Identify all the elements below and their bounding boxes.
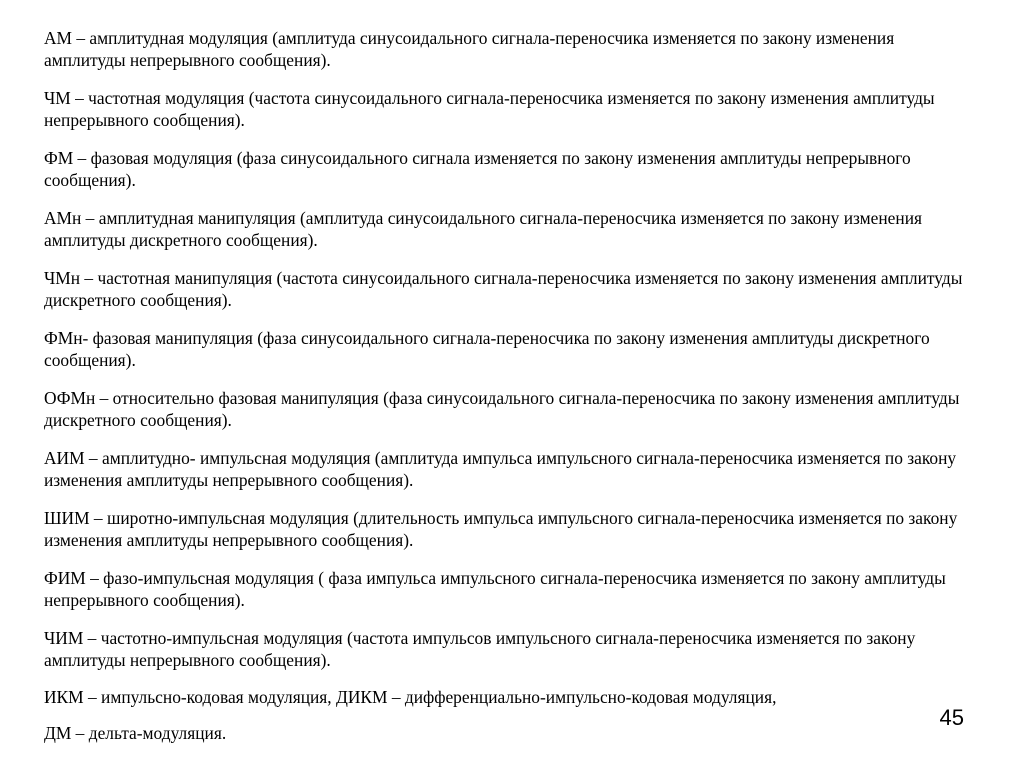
paragraph-dm: ДМ – дельта-модуляция. [44, 723, 227, 743]
paragraph-shim: ШИМ – широтно-импульсная модуляция (длительность импульса импульсного сигнала-переносчика изменяется по закону изменения амплитуды непрерывного сообщения). [44, 508, 958, 550]
paragraph-ikm: ИКМ – импульсно-кодовая модуляция, ДИКМ – дифференциально-импульсно-кодовая модуляция, [44, 687, 777, 707]
paragraph-amn: АМн – амплитудная манипуляция (амплитуда синусоидального сигнала-переносчика изменяется по закону изменения амплитуды дискретного сообщения). [44, 208, 923, 250]
page-number: 45 [939, 705, 964, 730]
paragraph-chm: ЧМ – частотная модуляция (частота синусоидального сигнала-переносчика изменяется по закону изменения амплитуды непрерывного сообщения). [44, 88, 935, 130]
paragraph-am: АМ – амплитудная модуляция (амплитуда синусоидального сигнала-переносчика изменяется по закону изменения амплитуды непрерывного сообщения). [44, 28, 895, 70]
paragraph-chmn: ЧМн – частотная манипуляция (частота синусоидального сигнала-переносчика изменяется по закону изменения амплитуды дискретного сообщения). [44, 268, 963, 310]
paragraph-fm: ФМ – фазовая модуляция (фаза синусоидального сигнала изменяется по закону изменения амплитуды непрерывного сообщения). [44, 148, 911, 190]
paragraph-ofmn: ОФМн – относительно фазовая манипуляция (фаза синусоидального сигнала-переносчика по закону изменения амплитуды дискретного сообщения). [44, 388, 960, 430]
paragraph-aim: АИМ – амплитудно- импульсная модуляция (амплитуда импульса импульсного сигнала-переносчика изменяется по закону изменения амплитуды непрерывного сообщения). [44, 448, 957, 490]
paragraph-chim: ЧИМ – частотно-импульсная модуляция (частота импульсов импульсного сигнала-переносчика изменяется по закону амплитуды непрерывного сообщения). [44, 628, 916, 670]
paragraph-fim: ФИМ – фазо-импульсная модуляция ( фаза импульса импульсного сигнала-переносчика изменяется по закону амплитуды непрерывного сообщения). [44, 568, 946, 610]
paragraph-fmn: ФМн- фазовая манипуляция (фаза синусоидального сигнала-переносчика по закону изменения амплитуды дискретного сообщения). [44, 328, 930, 370]
